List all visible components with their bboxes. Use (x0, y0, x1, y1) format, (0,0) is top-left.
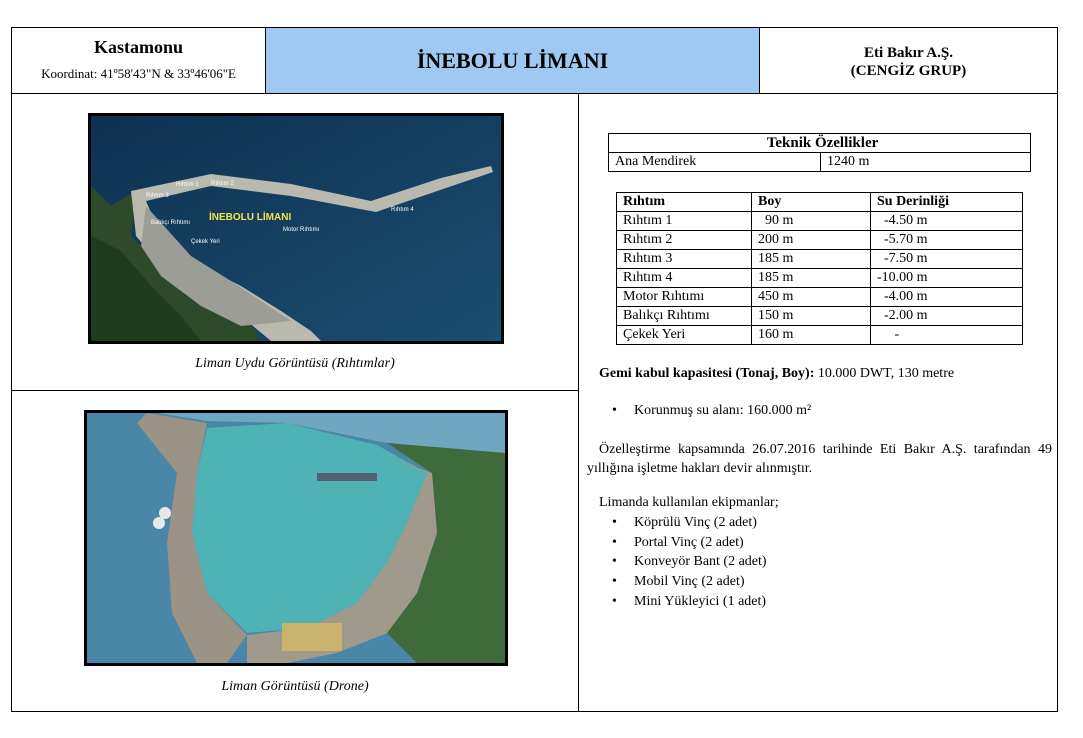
list-item: • Konveyör Bant (2 adet) (634, 554, 767, 570)
quay-depth: -7.50 m (871, 250, 1023, 269)
location-cell (12, 28, 266, 94)
quay-length: 450 m (752, 288, 871, 307)
satellite-label-slipway: Çekek Yeri (191, 239, 220, 245)
table-row (617, 212, 1023, 231)
quay-depth: -2.00 m (871, 307, 1023, 326)
table-row (617, 231, 1023, 250)
quay-length: 200 m (752, 231, 871, 250)
table-row (617, 326, 1023, 345)
quay-name: Balıkçı Rıhtımı (617, 307, 752, 326)
quay-length: 185 m (752, 250, 871, 269)
quay-name: Rıhtım 2 (617, 231, 752, 250)
table-header-row (617, 193, 1023, 212)
quay-name: Rıhtım 1 (617, 212, 752, 231)
page-frame (11, 27, 1058, 712)
satellite-label-quay1: Rıhtım 1 (176, 182, 199, 188)
quay-name: Rıhtım 4 (617, 269, 752, 288)
coordinates: Koordinat: 41º58'43"N & 33º46'06"E (41, 66, 236, 81)
operator-cell (759, 28, 1057, 94)
table-row (617, 250, 1023, 269)
operator-name: Eti Bakır A.Ş. (864, 45, 953, 61)
equipment-title: Limanda kullanılan ekipmanlar; (599, 495, 779, 510)
quay-depth: -4.50 m (871, 212, 1023, 231)
list-item: • Mobil Vinç (2 adet) (634, 574, 745, 590)
quay-table (616, 192, 1023, 345)
capacity-value: 10.000 DWT, 130 metre (814, 366, 955, 381)
row-divider (12, 390, 578, 391)
satellite-label-port: İNEBOLU LİMANI (209, 212, 292, 223)
list-item: • Köprülü Vinç (2 adet) (634, 515, 757, 531)
city-name: Kastamonu (93, 37, 183, 57)
quay-length: 185 m (752, 269, 871, 288)
privatization-paragraph: Özelleştirme kapsamında 26.07.2016 tarihinde Eti Bakır A.Ş. tarafından 49 yıllığına işletme hakları devir alınmıştır. (587, 442, 1052, 476)
quay-header-depth: Su Derinliği (871, 193, 1023, 212)
quay-length: 160 m (752, 326, 871, 345)
page-title: İNEBOLU LİMANI (266, 28, 759, 94)
table-row (617, 288, 1023, 307)
quay-name: Rıhtım 3 (617, 250, 752, 269)
protected-area-item: • Korunmuş su alanı: 160.000 m² (634, 403, 811, 419)
list-item: • Mini Yükleyici (1 adet) (634, 594, 766, 610)
table-row (617, 269, 1023, 288)
breakwater-label: Ana Mendirek (609, 153, 821, 172)
capacity-label: Gemi kabul kapasitesi (Tonaj, Boy): (599, 366, 815, 381)
column-divider (578, 94, 579, 711)
satellite-image (88, 113, 504, 344)
technical-specs-title: Teknik Özellikler (609, 134, 1031, 153)
satellite-label-quay4: Rıhtım 4 (391, 207, 414, 213)
quay-depth: -5.70 m (871, 231, 1023, 250)
quay-length: 90 m (752, 212, 871, 231)
satellite-label-quay2: Rıhtım 2 (211, 181, 234, 187)
quay-depth: -4.00 m (871, 288, 1023, 307)
quay-depth: -10.00 m (871, 269, 1023, 288)
quay-depth: - (871, 326, 1023, 345)
satellite-label-fishing: Balıkçı Rıhtımı (151, 220, 191, 226)
drone-caption: Liman Görüntüsü (Drone) (221, 679, 369, 694)
table-row (617, 307, 1023, 326)
drone-image (84, 410, 508, 666)
quay-name: Motor Rıhtımı (617, 288, 752, 307)
quay-length: 150 m (752, 307, 871, 326)
satellite-caption: Liman Uydu Görüntüsü (Rıhtımlar) (195, 356, 395, 371)
technical-specs-table (608, 133, 1031, 172)
satellite-label-motor: Motor Rıhtımı (283, 227, 320, 233)
satellite-label-quay3: Rıhtım 3 (146, 193, 169, 199)
breakwater-value: 1240 m (821, 153, 1031, 172)
operator-group: (CENGİZ GRUP) (850, 63, 967, 79)
quay-name: Çekek Yeri (617, 326, 752, 345)
quay-header-name: Rıhtım (617, 193, 752, 212)
table-row (609, 153, 1031, 172)
list-item: • Portal Vinç (2 adet) (634, 535, 744, 551)
quay-header-length: Boy (752, 193, 871, 212)
capacity-line (599, 366, 954, 382)
